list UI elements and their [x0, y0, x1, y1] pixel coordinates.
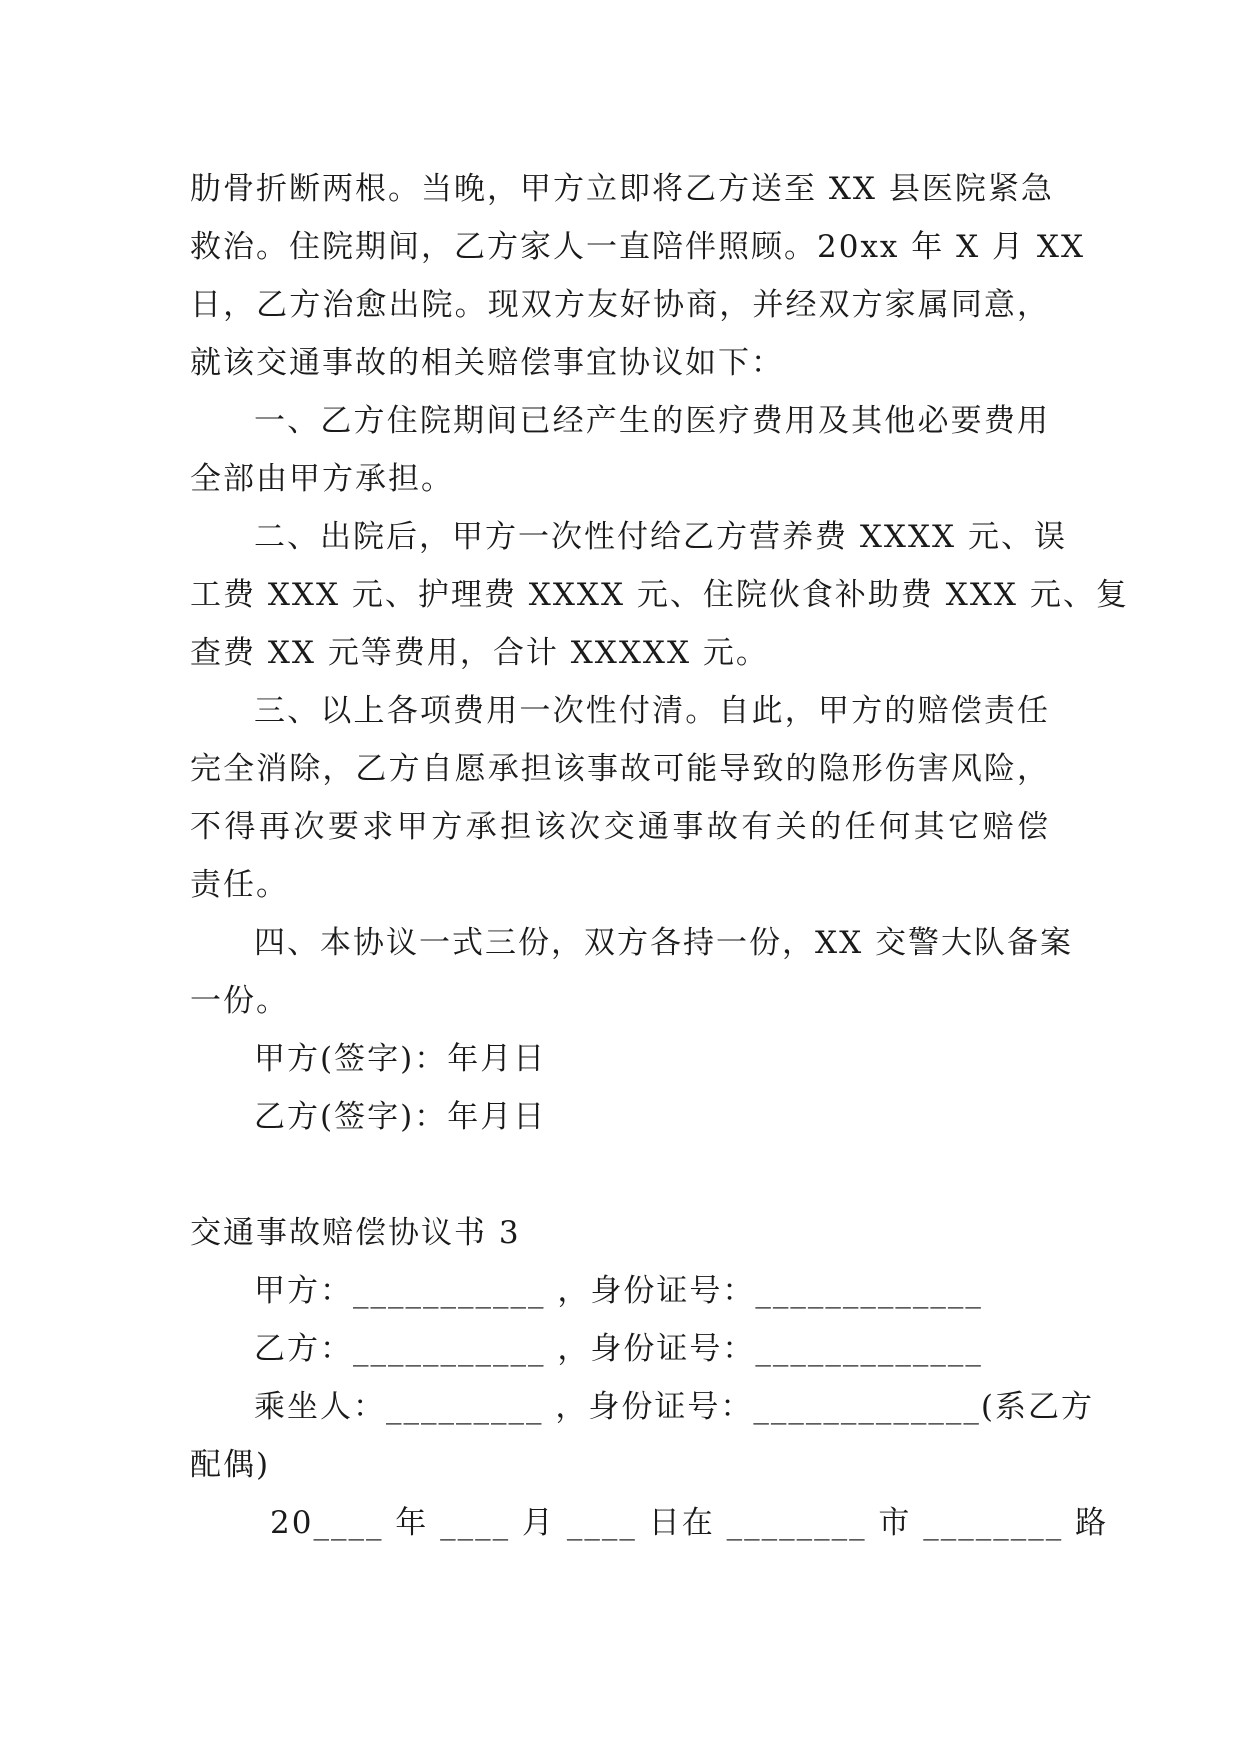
text-line: 不得再次要求甲方承担该次交通事故有关的任何其它赔偿 [190, 809, 1050, 845]
date-location-field: 20____ 年 ____ 月 ____ 日在 ________ 市 ________ 路 [270, 1505, 1109, 1541]
text-line: 责任。 [190, 867, 289, 903]
party-a-field: 甲方：___________ ，身份证号：_____________ [254, 1273, 983, 1309]
text-line: 配偶) [190, 1447, 271, 1483]
clause-three-line: 三、以上各项费用一次性付清。自此，甲方的赔偿责任 [254, 693, 1050, 729]
text-line: 救治。住院期间，乙方家人一直陪伴照顾。20xx 年 X 月 XX [190, 229, 1086, 265]
party-b-signature: 乙方(签字)：年月日 [254, 1099, 547, 1135]
text-line: 工费 XXX 元、护理费 XXXX 元、住院伙食补助费 XXX 元、复 [190, 577, 1129, 613]
section-title: 交通事故赔偿协议书 3 [190, 1215, 521, 1251]
text-line: 一份。 [190, 983, 289, 1019]
party-a-signature: 甲方(签字)：年月日 [254, 1041, 547, 1077]
text-line: 查费 XX 元等费用，合计 XXXXX 元。 [190, 635, 769, 671]
clause-one-line: 一、乙方住院期间已经产生的医疗费用及其他必要费用 [254, 403, 1050, 439]
text-line: 就该交通事故的相关赔偿事宜协议如下： [190, 345, 784, 381]
text-line: 日，乙方治愈出院。现双方友好协商，并经双方家属同意， [190, 287, 1050, 323]
passenger-field: 乘坐人：_________ ，身份证号：_____________(系乙方 [254, 1389, 1094, 1425]
clause-two-line: 二、出院后，甲方一次性付给乙方营养费 XXXX 元、误 [254, 519, 1067, 555]
party-b-field: 乙方：___________ ，身份证号：_____________ [254, 1331, 983, 1367]
text-line: 完全消除，乙方自愿承担该事故可能导致的隐形伤害风险， [190, 751, 1050, 787]
text-line: 肋骨折断两根。当晚，甲方立即将乙方送至 XX 县医院紧急 [190, 171, 1054, 207]
clause-four-line: 四、本协议一式三份，双方各持一份，XX 交警大队备案 [254, 925, 1073, 961]
text-line: 全部由甲方承担。 [190, 461, 454, 497]
